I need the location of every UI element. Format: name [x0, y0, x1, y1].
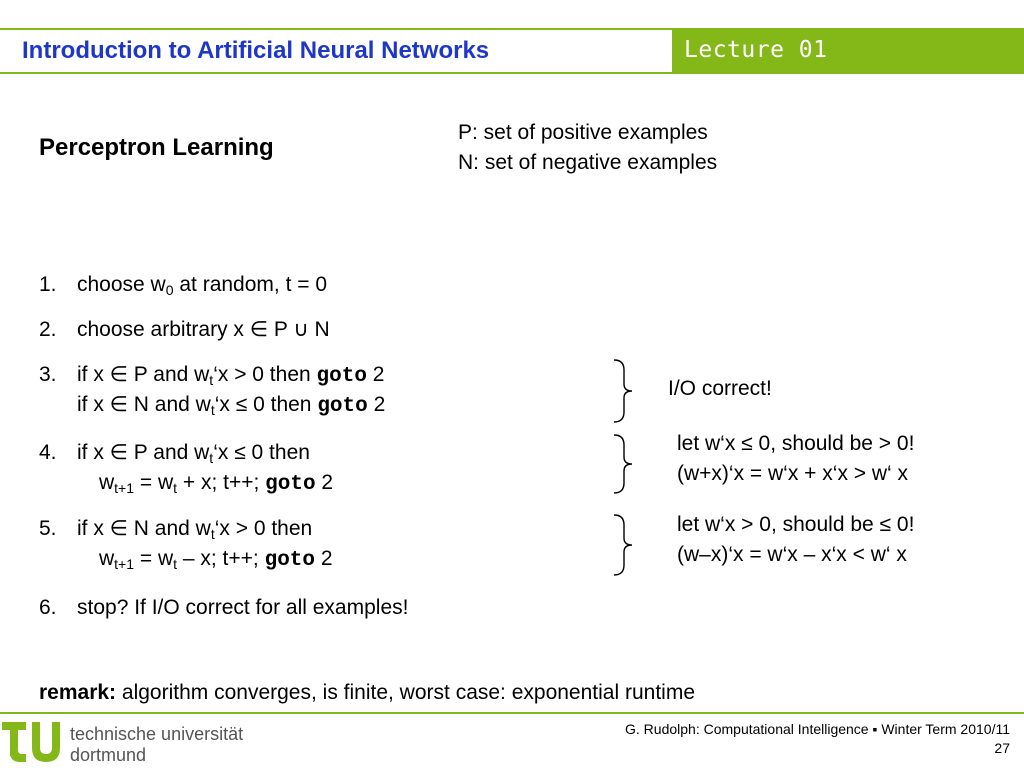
step-line: stop? If I/O correct for all examples! — [77, 596, 409, 619]
slide-title: Introduction to Artificial Neural Networks — [22, 37, 490, 64]
step-number: 1. — [39, 273, 57, 296]
remark-text: algorithm converges, is finite, worst case: exponential runtime — [116, 681, 695, 704]
step-number: 4. — [39, 441, 57, 464]
negative-set-definition: N: set of negative examples — [458, 151, 718, 174]
step-text: if x ∈ N and w — [77, 517, 211, 540]
brace-icon — [612, 358, 634, 424]
footer-credit — [625, 720, 1010, 758]
step-body — [77, 360, 385, 420]
note-line: I/O correct! — [668, 377, 772, 400]
brace-icon — [612, 513, 634, 577]
step-body — [77, 593, 408, 623]
university-name — [70, 724, 243, 766]
step-line — [77, 390, 385, 420]
subscript: t — [173, 480, 178, 496]
header-rule-bottom — [0, 72, 672, 74]
goto-keyword: goto — [316, 365, 367, 388]
subscript: t — [209, 372, 214, 388]
step-text: 2 — [367, 393, 386, 416]
step-line — [77, 544, 333, 574]
lecture-label: Lecture 01 — [684, 37, 828, 63]
goto-keyword: goto — [265, 473, 316, 496]
remark-label: remark: — [39, 681, 117, 704]
university-line: dortmund — [70, 745, 147, 765]
subscript: t — [210, 402, 215, 418]
step-text: choose w — [77, 273, 166, 296]
step-text: – x; t++; — [177, 547, 265, 570]
step-text: ‘x > 0 then — [214, 517, 313, 540]
brace-icon — [612, 433, 634, 495]
note-line: (w+x)‘x = w‘x + x‘x > w‘ x — [677, 462, 909, 485]
remark — [39, 681, 695, 705]
step-line — [77, 468, 333, 498]
footer-rule — [0, 712, 1024, 714]
subscript: t — [173, 556, 178, 572]
step-text: w — [99, 471, 115, 494]
step-text: = w — [134, 547, 174, 570]
university-line: technische universität — [70, 724, 244, 744]
tu-logo-icon — [2, 716, 64, 768]
subscript: t — [209, 450, 214, 466]
subscript: t+1 — [114, 480, 135, 496]
note-step-4 — [677, 429, 914, 489]
step-body — [77, 438, 333, 498]
step-line — [77, 438, 333, 468]
note-io-correct — [668, 374, 772, 404]
subscript: t — [210, 526, 215, 542]
step-line — [77, 514, 333, 544]
positive-set-definition: P: set of positive examples — [458, 121, 708, 144]
step-body — [77, 514, 333, 574]
step-text: ‘x ≤ 0 then — [213, 441, 310, 464]
step-text: ‘x > 0 then — [213, 363, 317, 386]
step-number: 6. — [39, 596, 57, 619]
goto-keyword: goto — [264, 549, 316, 572]
step-text: ‘x ≤ 0 then — [214, 393, 318, 416]
note-line: let w‘x > 0, should be ≤ 0! — [677, 513, 915, 536]
step-text: 2 — [315, 547, 333, 570]
step-text: at random, t = 0 — [173, 273, 328, 296]
note-step-5 — [677, 510, 914, 570]
step-body — [77, 270, 327, 300]
goto-keyword: goto — [317, 395, 368, 418]
subscript: 0 — [165, 282, 174, 298]
step-line — [77, 360, 385, 390]
step-line — [77, 270, 327, 300]
page-number: 27 — [994, 740, 1010, 756]
step-body — [77, 315, 330, 345]
step-number: 5. — [39, 517, 57, 540]
step-number: 3. — [39, 363, 57, 386]
step-text: = w — [134, 471, 174, 494]
step-text: w — [99, 547, 115, 570]
step-text: + x; t++; — [177, 471, 266, 494]
section-heading: Perceptron Learning — [39, 134, 274, 161]
step-text: 2 — [366, 363, 385, 386]
step-text: if x ∈ P and w — [77, 441, 210, 464]
step-number: 2. — [39, 318, 57, 341]
course-credit: G. Rudolph: Computational Intelligence ▪ Winter Term 2010/11 — [625, 721, 1010, 737]
note-line: (w–x)‘x = w‘x – x‘x < w‘ x — [677, 543, 907, 566]
note-line: let w‘x ≤ 0, should be > 0! — [677, 432, 915, 455]
step-text: if x ∈ P and w — [77, 363, 210, 386]
subscript: t+1 — [114, 556, 135, 572]
step-text: 2 — [315, 471, 334, 494]
set-definitions — [458, 118, 717, 178]
header-rule-top — [0, 28, 672, 30]
step-text: if x ∈ N and w — [77, 393, 211, 416]
lecture-banner — [672, 28, 1024, 74]
step-line: choose arbitrary x ∈ P ∪ N — [77, 318, 330, 341]
slide-header — [0, 28, 1024, 74]
